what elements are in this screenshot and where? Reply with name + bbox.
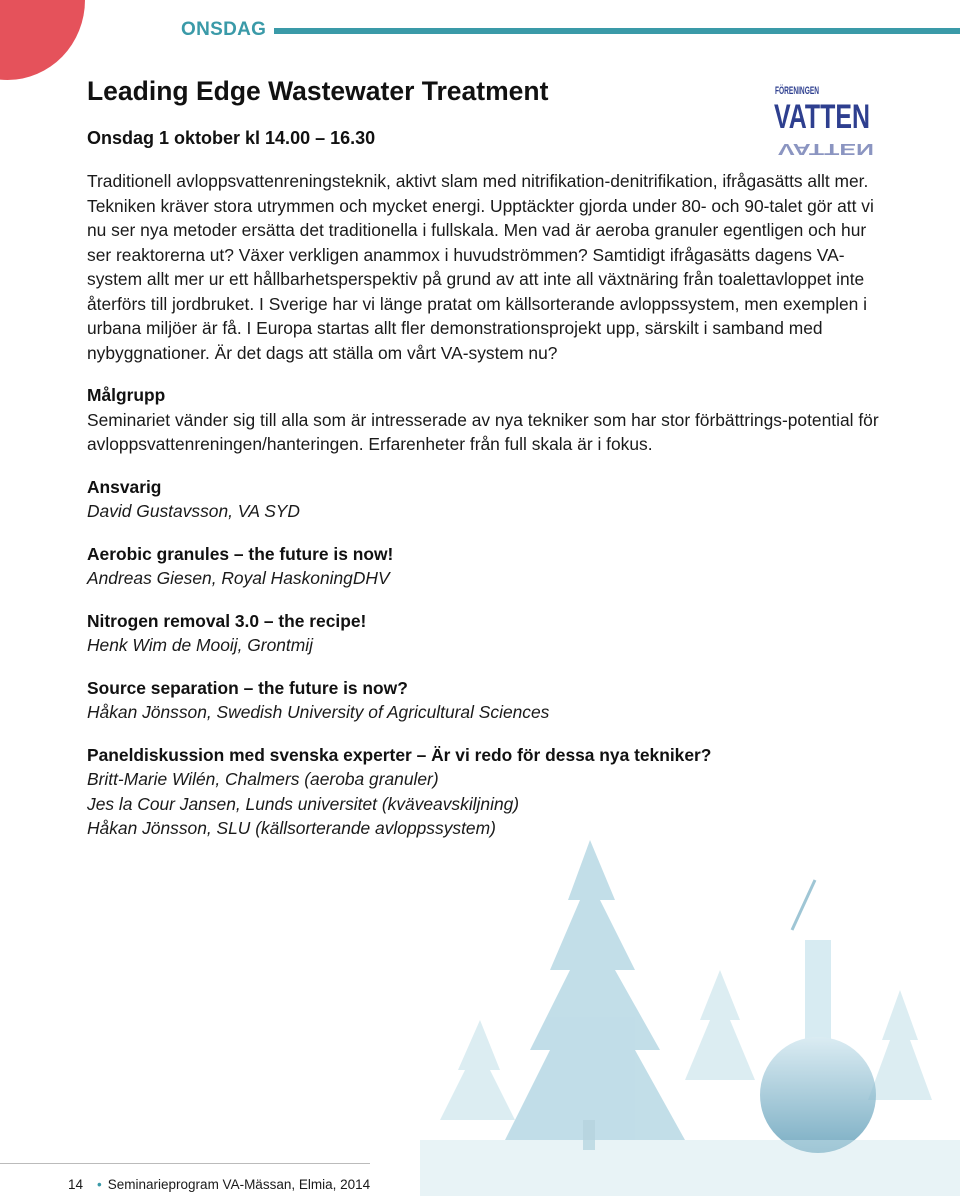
foreningen-vatten-logo	[772, 82, 880, 158]
responsible-heading: Ansvarig	[87, 476, 162, 497]
intro-paragraph: Traditionell avloppsvattenreningsteknik, aktivt slam med nitrifikation-denitrifikation, ifrågasätts allt mer. Tekniken kräver stora utrymmen och mycket energi. Upptäckter gjorda under 80- och 90-talet gör att vi nu ser nya metoder ersätta det traditionella i fullskala. Men vad är aeroba granuler egentligen och hur ser reaktorerna ut? Växer verkligen anammox i huvudströmmen? Samtidigt ifrågasätts dagens VA-system allt mer ur ett hållbarhetsperspektiv på grund av att inte all växtnäring från toalettavloppet inte återförs till jordbruket. I Sverige har vi länge pratat om källsorterande avloppssystem, men exemplen i urbana miljöer är få. I Europa startas allt fler demonstrationsprojekt upp, särskilt i samband med nybyggnationer. Är det dags att ställa om vårt VA-system nu?	[87, 171, 874, 363]
talk-speaker: Andreas Giesen, Royal HaskoningDHV	[87, 568, 390, 588]
talk-1	[87, 542, 887, 591]
logo-text-reflection: VATTEN	[778, 140, 874, 158]
footer-text: Seminarieprogram VA-Mässan, Elmia, 2014	[107, 1177, 371, 1192]
decorative-red-circle	[0, 0, 85, 80]
panel-member: Britt-Marie Wilén, Chalmers (aeroba granuler)	[87, 769, 439, 789]
session-title: Leading Edge Wastewater Treatment	[87, 76, 549, 106]
flask-illustration	[760, 880, 876, 1153]
session-content	[87, 169, 887, 841]
target-section	[87, 383, 887, 457]
talk-speaker: Henk Wim de Mooij, Grontmij	[87, 635, 313, 655]
bullet-icon: •	[97, 1177, 102, 1192]
talk-2	[87, 609, 887, 658]
intro-section	[87, 169, 887, 365]
target-heading: Målgrupp	[87, 385, 166, 405]
day-label: ONSDAG	[181, 19, 267, 40]
logo-text-main: VATTEN	[774, 98, 870, 136]
talk-title: Nitrogen removal 3.0 – the recipe!	[87, 610, 367, 631]
talk-title: Aerobic granules – the future is now!	[87, 543, 394, 564]
responsible-person: David Gustavsson, VA SYD	[87, 501, 300, 521]
responsible-section	[87, 475, 887, 524]
page-number: 14	[68, 1177, 84, 1192]
talk-3	[87, 676, 887, 725]
tree-illustration	[505, 840, 685, 1150]
panel-title: Paneldiskussion med svenska experter – Är vi redo för dessa nya tekniker?	[87, 744, 712, 765]
session-datetime: Onsdag 1 oktober kl 14.00 – 16.30	[87, 128, 376, 148]
target-text: Seminariet vänder sig till alla som är intresserade av nya tekniker som har stor förbättrings-potential för avloppsvattenreningen/hanteringen. Erfarenheter från full skala är i fokus.	[87, 409, 879, 454]
watercolor-illustration	[420, 820, 960, 1196]
talk-speaker: Håkan Jönsson, Swedish University of Agricultural Sciences	[87, 702, 550, 722]
header-rule	[274, 28, 960, 34]
panel-member: Jes la Cour Jansen, Lunds universitet (kväveavskiljning)	[87, 793, 520, 814]
footer-rule	[0, 1163, 370, 1164]
logo-text-top: FÖRENINGEN	[775, 85, 849, 97]
footer	[68, 1177, 370, 1192]
panel-member: Håkan Jönsson, SLU (källsorterande avloppssystem)	[87, 818, 496, 838]
talk-title: Source separation – the future is now?	[87, 677, 408, 698]
